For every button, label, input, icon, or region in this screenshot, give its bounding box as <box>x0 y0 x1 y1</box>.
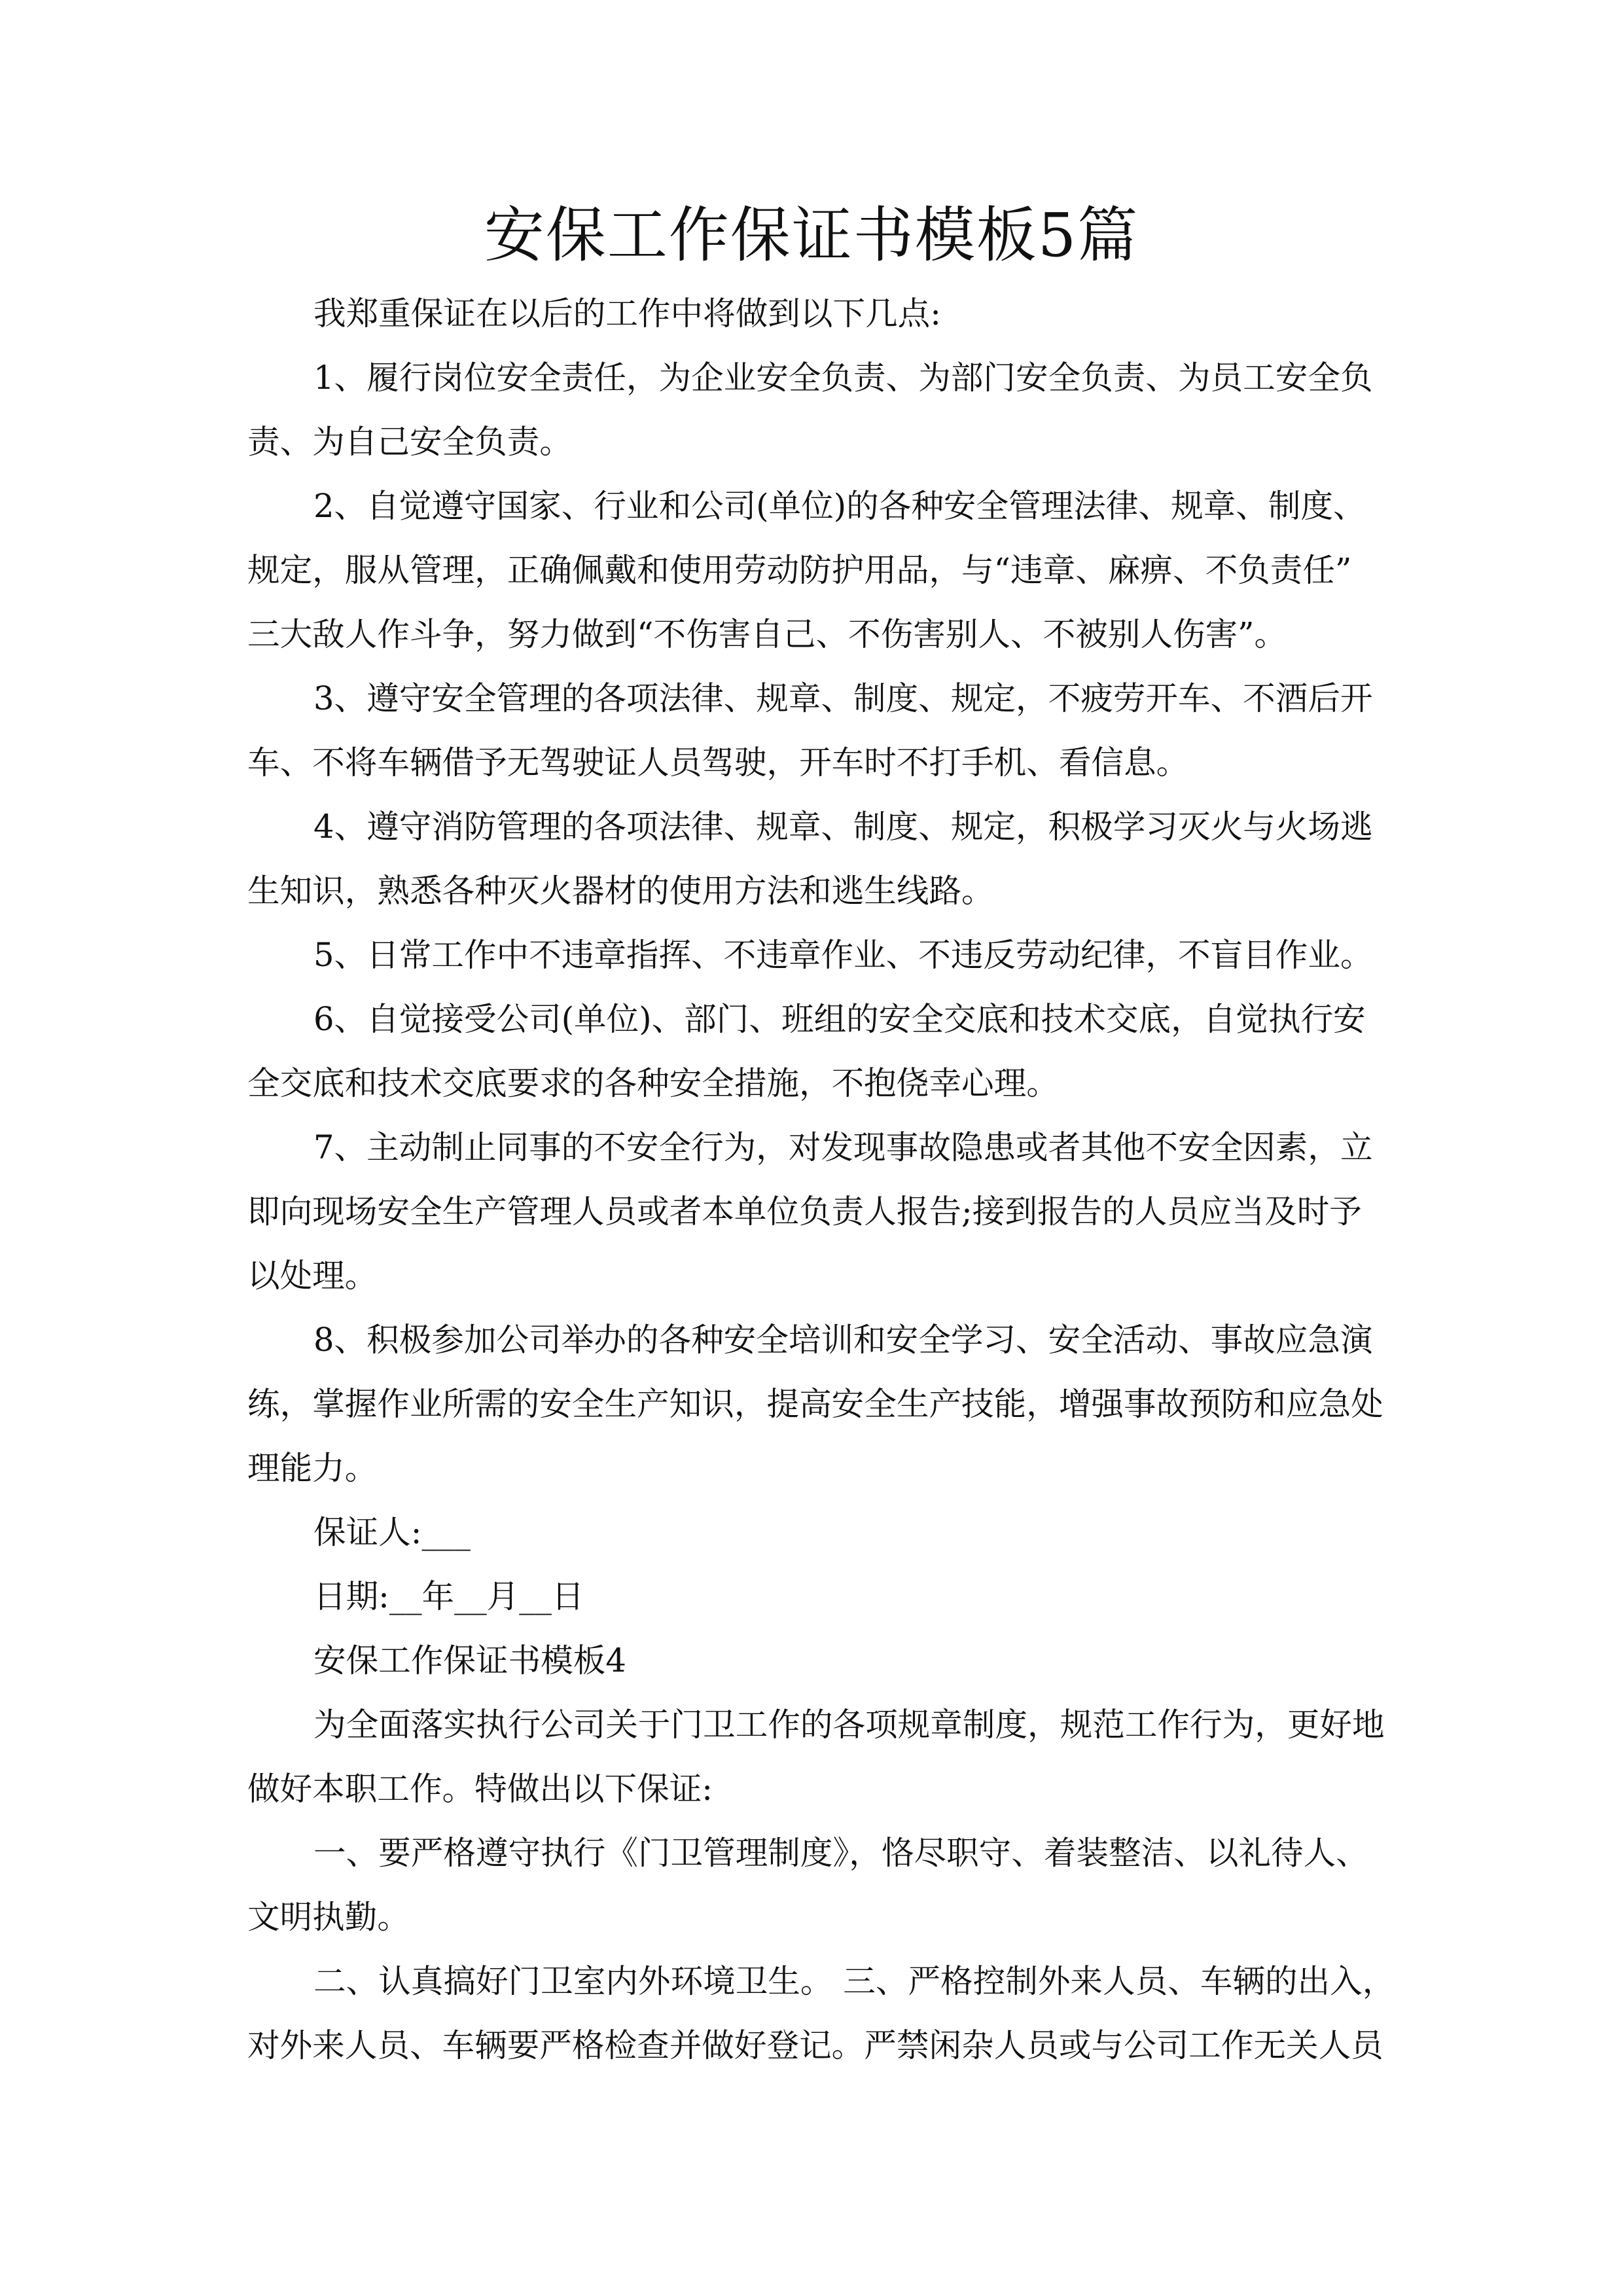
text-line: 做好本职工作。特做出以下保证: <box>247 1770 713 1808</box>
text-line: 全交底和技术交底要求的各种安全措施，不抱侥幸心理。 <box>247 1064 1059 1102</box>
text-line: 安保工作保证书模板4 <box>313 1641 626 1679</box>
text-line: 7、主动制止同事的不安全行为，对发现事故隐患或者其他不安全因素，立 <box>313 1128 1373 1166</box>
text-line: 规定，服从管理，正确佩戴和使用劳动防护用品，与“违章、麻痹、不负责任” <box>247 551 1352 589</box>
text-line: 以处理。 <box>247 1257 378 1295</box>
text-line: 练，掌握作业所需的安全生产知识，提高安全生产技能，增强事故预防和应急处 <box>247 1385 1383 1423</box>
text-line: 生知识，熟悉各种灭火器材的使用方法和逃生线路。 <box>247 872 994 910</box>
text-line: 对外来人员、车辆要严格检查并做好登记。严禁闲杂人员或与公司工作无关人员 <box>247 2026 1383 2064</box>
text-line: 车、不将车辆借予无驾驶证人员驾驶，开车时不打手机、看信息。 <box>247 744 1189 781</box>
text-line: 4、遵守消防管理的各项法律、规章、制度、规定，积极学习灭火与火场逃 <box>313 808 1373 846</box>
text-line: 一、要严格遵守执行《门卫管理制度》，恪尽职守、着装整洁、以礼待人、 <box>313 1834 1368 1872</box>
text-line: 保证人:___ <box>313 1513 471 1551</box>
text-line: 日期:__年__月__日 <box>313 1577 584 1615</box>
text-line: 6、自觉接受公司(单位)、部门、班组的安全交底和技术交底，自觉执行安 <box>313 1000 1366 1038</box>
text-line: 理能力。 <box>247 1449 378 1487</box>
text-line: 3、遵守安全管理的各项法律、规章、制度、规定，不疲劳开车、不酒后开 <box>313 679 1373 717</box>
text-line: 三大敌人作斗争，努力做到“不伤害自己、不伤害别人、不被别人伤害”。 <box>247 615 1287 653</box>
text-line: 即向现场安全生产管理人员或者本单位负责人报告;接到报告的人员应当及时予 <box>247 1193 1362 1230</box>
document-body <box>247 292 1395 2088</box>
text-line: 二、认真搞好门卫室内外环境卫生。 三、严格控制外来人员、车辆的出入， <box>313 1962 1395 2000</box>
document-title: 安保工作保证书模板5篇 <box>484 200 1139 270</box>
text-line: 1、履行岗位安全责任，为企业安全负责、为部门安全负责、为员工安全负 <box>313 359 1373 397</box>
text-line: 我郑重保证在以后的工作中将做到以下几点: <box>313 295 941 332</box>
text-line: 责、为自己安全负责。 <box>247 423 572 461</box>
text-line: 2、自觉遵守国家、行业和公司(单位)的各种安全管理法律、规章、制度、 <box>313 487 1366 525</box>
text-line: 为全面落实执行公司关于门卫工作的各项规章制度，规范工作行为，更好地 <box>313 1706 1385 1744</box>
text-line: 5、日常工作中不违章指挥、不违章作业、不违反劳动纪律，不盲目作业。 <box>313 936 1373 974</box>
text-line: 文明执勤。 <box>247 1898 410 1936</box>
text-line: 8、积极参加公司举办的各种安全培训和安全学习、安全活动、事故应急演 <box>313 1321 1373 1359</box>
